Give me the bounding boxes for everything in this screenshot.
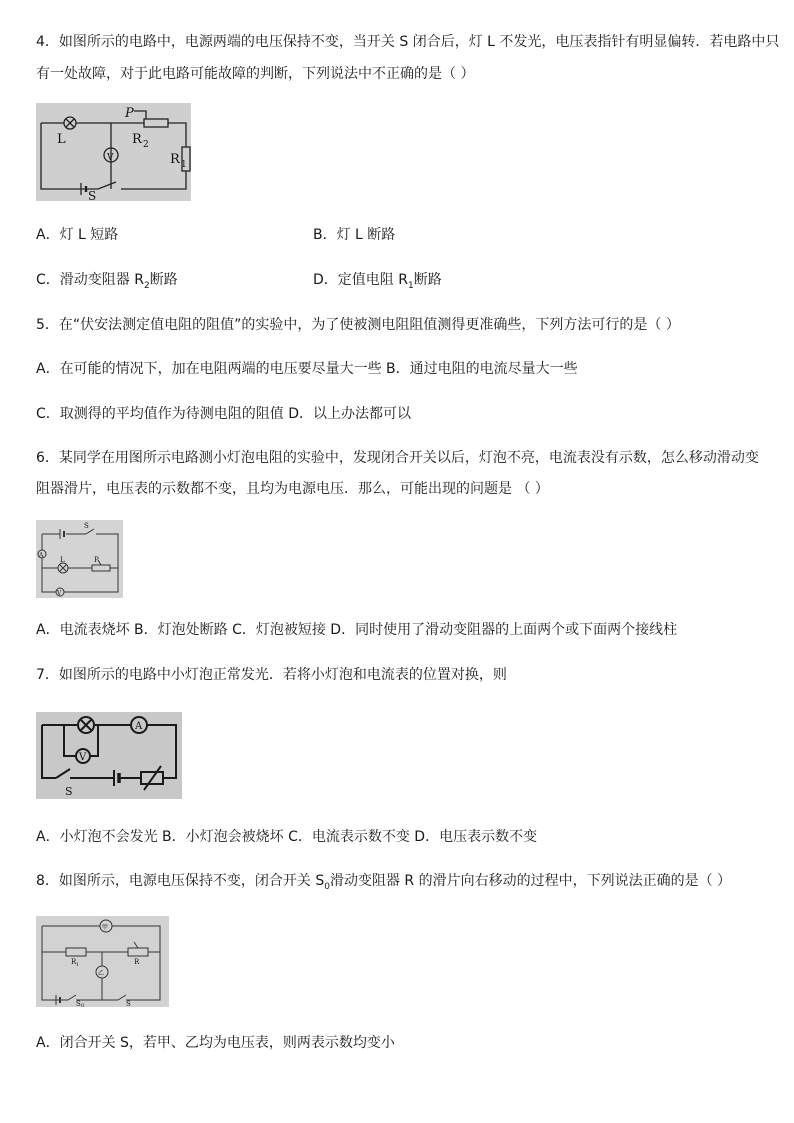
q4-fig-label-slider: P [125,106,134,121]
q4-option-d [313,270,442,296]
q7-fig-label-switch: S [65,785,73,798]
q4-option-d-tail: 断路 [413,272,442,288]
q4-fig-label-r2: R [132,132,142,147]
q8-fig-label-meter-top: 甲 [102,924,109,931]
q4-option-c-tail: 断路 [149,272,178,288]
q4-fig-label-r1: R [170,152,180,167]
q7-fig-label-voltmeter: V [79,752,87,763]
q4-option-d-text: D．定值电阻 R [313,272,408,288]
q4-option-c-text: C．滑动变阻器 R [36,272,144,288]
q8-stem-tail: 滑动变阻器 R 的滑片向右移动的过程中，下列说法正确的是（ ） [329,873,732,889]
q6-options: A．电流表烧坏 B．灯泡处断路 C．灯泡被短接 D．同时使用了滑动变阻器的上面两个或下面两个接线柱 [36,622,678,638]
q8-fig-label-r1-sub: 1 [76,962,80,968]
q8-circuit-diagram [36,916,169,1007]
q4-option-d-sub: 1 [407,280,414,291]
q7-circuit-diagram [36,712,182,799]
q8-option-a: A．闭合开关 S，若甲、乙均为电压表，则两表示数均变小 [36,1035,395,1051]
q6-fig-label-lamp: L [60,556,65,564]
q4-option-c-sub: 2 [143,280,150,291]
q4-stem-line1: 4．如图所示的电路中，电源两端的电压保持不变，当开关 S 闭合后，灯 L 不发光，电压表指针有明显偏转．若电路中只 [36,34,780,50]
q7-fig-label-ammeter: A [135,721,143,732]
q8-stem-sub: 0 [324,881,330,892]
q6-fig-label-slider: P [94,556,99,564]
q4-option-c [36,270,178,296]
q6-stem-line1: 6．某同学在用图所示电路测小灯泡电阻的实验中，发现闭合开关以后，灯泡不亮，电流表没有示数，怎么移动滑动变 [36,450,759,466]
q8-stem-text: 8．如图所示，电源电压保持不变，闭合开关 S [36,873,325,889]
q6-fig-label-ammeter: A [39,552,44,559]
q8-fig-label-s: S [126,1000,131,1007]
q4-fig-label-voltmeter: V [107,153,114,163]
q4-option-b: B．灯 L 断路 [313,227,396,243]
q6-fig-label-switch: S [84,522,89,530]
q7-options: A．小灯泡不会发光 B．小灯泡会被烧坏 C．电流表示数不变 D．电压表示数不变 [36,829,538,845]
q8-fig-label-r: R [134,958,140,966]
q5-options-line1: A．在可能的情况下，加在电阻两端的电压要尽量大一些 B．通过电阻的电流尽量大一些 [36,361,578,377]
q4-option-a: A．灯 L 短路 [36,227,119,243]
q8-fig-label-s0: S [76,1000,81,1007]
q6-circuit-figure [36,520,123,598]
q4-circuit-diagram [36,103,191,201]
q8-fig-label-meter-mid: 乙 [98,970,105,977]
q4-fig-label-lamp: L [57,132,66,147]
q5-stem: 5．在“伏安法测定值电阻的阻值”的实验中，为了使被测电阻阻值测得更准确些，下列方法可行的是（ ） [36,317,680,333]
q4-circuit-figure [36,103,191,201]
q6-fig-label-voltmeter: V [57,590,62,597]
q8-circuit-figure [36,916,169,1007]
q8-fig-label-s0-sub: 0 [81,1003,85,1007]
q4-fig-label-r2-sub: 2 [143,140,149,150]
q6-circuit-diagram [36,520,123,598]
q4-fig-label-switch: S [88,189,97,201]
q8-stem [36,871,731,897]
q4-fig-label-r1-sub: 1 [181,160,187,170]
q7-stem: 7．如图所示的电路中小灯泡正常发光．若将小灯泡和电流表的位置对换，则 [36,667,507,683]
q5-options-line2: C．取测得的平均值作为待测电阻的阻值 D．以上办法都可以 [36,406,412,422]
q7-circuit-figure [36,712,182,799]
q4-stem-line2: 有一处故障，对于此电路可能故障的判断，下列说法中不正确的是（ ） [36,66,475,82]
q8-fig-label-r1: R [71,958,77,966]
q6-stem-line2: 阻器滑片，电压表的示数都不变，且均为电源电压．那么，可能出现的问题是 （ ） [36,481,549,497]
